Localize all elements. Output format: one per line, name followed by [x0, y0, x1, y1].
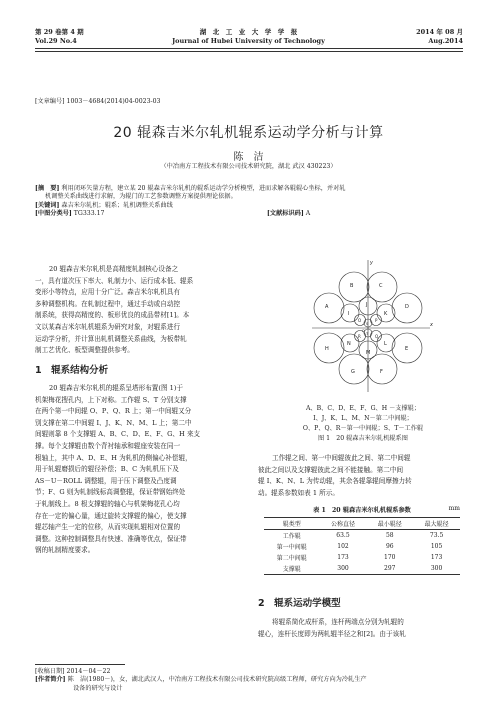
section2-body: 将辊系简化成杆系，连杆两端点分别为轧辊的 辊心，连杆长度即为两轧辊半径之和[2]。由于该轧 — [258, 618, 406, 638]
author-bio-label: [作者简介] — [35, 676, 66, 684]
section1-body: 20 辊森吉米尔轧机的辊系呈塔形布置(图 1)于 机架梅花搜孔内，上下对称。工作辊 S、T 分别支撑 在两个第一中间辊 O、P、Q、R 上；第一中间辊又分 别支撑在第二中间辊 I、J、K、N、M、L 上；第二中 间辊则靠 8 个支撑辊 A、B、C、D、E、F、G、H 来支 撑。每个支撑辊由数个背衬轴承和辊座安装在同一 根轴上，其中 A、D、E、H 为轧机的侧偏心补偿辊， 用于轧辊磨损后的辊径补偿；B、C 为轧机压下及 AS－U－ROLL 调整辊，用于压下调整及凸度调 节；F、G 则为轧制线标高调整辊，保证带钢始终处 于轧制线上。8 根支撑辊的轴心与机架梅花孔心均 存在一定的偏心量，通过旋转支撑辊的偏心，使支撑 辊芯轴产生一定的位移，从而实现轧辊相对位置的 调整。这种控制调整具有快速、准确等优点，保证带 钢的轧制精度要求。 — [35, 384, 201, 555]
roll-I — [341, 304, 362, 323]
figure1-legend — [258, 404, 468, 444]
label-L: L — [384, 341, 387, 347]
label-G: G — [351, 369, 355, 375]
volume-en: Vol.29 No.4 — [35, 37, 77, 45]
abstract — [35, 185, 465, 219]
figure1-legend-2: I、J、K、L、M、N－第二中间辊； — [313, 415, 413, 422]
label-E: E — [405, 346, 409, 352]
section2-title: 2 辊系运动学模型 — [258, 598, 341, 609]
received-date: [收稿日期] 2014－04－22 — [35, 668, 111, 675]
label-A: A — [325, 304, 329, 310]
paper-title: 20 辊森吉米尔轧机辊系运动学分析与计算 — [113, 125, 384, 141]
table-row: 第一中间辊 102 96 105 — [276, 543, 443, 551]
article-id: [文章编号] 1003－4684(2014)04-0023-03 — [35, 98, 161, 105]
clc-text: TG333.17 — [73, 210, 105, 218]
journal-cn: 湖 北 工 业 大 学 学 报 — [199, 28, 298, 36]
table-row: 支撑辊 300 297 300 — [264, 563, 460, 575]
abstract-line2: 机调整关系曲线进行求解，为辊门的工艺参数调整方案提供理论依据。 — [45, 193, 237, 201]
label-N: N — [347, 341, 351, 347]
author: 陈 洁 — [233, 152, 264, 163]
label-H: H — [325, 346, 329, 352]
label-P: P — [375, 318, 378, 323]
axis-x-label: x — [430, 322, 433, 328]
figure1-legend-3: O、P、Q、R－第一中间辊；S、T－工作辊 — [302, 425, 424, 432]
table-header-row: 辊类型 公称直径 最小辊径 最大辊径 — [264, 518, 460, 530]
clc-label: [中图分类号] — [35, 210, 72, 218]
journal-en: Journal of Hubei University of Technology — [172, 37, 325, 45]
header-rule — [35, 48, 463, 49]
header-rule-thin — [35, 51, 463, 52]
author-bio: 陈 洁(1980－)，女，湖北武汉人，中冶南方工程技术有限公司技术研究院高级工程师，研究方向为冷轧生产 — [67, 676, 367, 684]
table-row: 工作辊 63.5 58 73.5 — [282, 532, 444, 540]
label-T: T — [366, 332, 369, 336]
abstract-line1: 利用闭环矢量方程，建立某 20 辊森吉米尔轧机的辊系运动学分析模型，进而求解各辊辊心坐标，并对轧 — [61, 185, 346, 192]
footnote — [35, 668, 467, 693]
table1 — [264, 517, 460, 575]
figure1-caption: 图 1 20 辊森吉米尔轧机辊系图 — [318, 435, 408, 442]
doc-code-text: A — [305, 210, 311, 218]
label-J: J — [366, 302, 368, 308]
section1-title: 1 辊系结构分析 — [35, 365, 109, 376]
keywords-text: 森吉米尔轧机；辊系；轧机调整关系曲线 — [61, 201, 173, 209]
volume-cn: 第 29 卷第 4 期 — [35, 28, 84, 36]
roll-cluster-figure — [298, 256, 438, 396]
label-M: M — [366, 350, 371, 356]
author-bio-2: 设备的研究与设计 — [73, 684, 123, 692]
affiliation: （中冶南方工程技术有限公司技术研究院，湖北 武汉 430223） — [160, 163, 337, 170]
doc-code-label: [文献标识码] — [267, 210, 304, 218]
figure1-legend-1: A、B、C、D、E、F、G、H －支撑辊； — [305, 405, 421, 412]
label-F: F — [380, 369, 383, 375]
right-paragraph: 工作辊之间、第一中间辊彼此之间、第二中间辊 彼此之间以及支撑辊彼此之间不能接触。第二中间 辊 I、K、N、L 为传动辊，其余各辊靠辊间摩擦力转 动。辊系参数如表 1 所示。 — [258, 454, 412, 497]
label-O: O — [358, 318, 362, 323]
roll-H — [314, 333, 344, 363]
label-B: B — [350, 283, 354, 289]
table1-block — [258, 505, 466, 575]
keywords-label: [关键词] — [35, 201, 60, 209]
label-I: I — [348, 311, 350, 317]
footnote-rule — [35, 664, 125, 665]
axis-y-label: y — [370, 260, 373, 266]
date-cn: 2014 年 08 月 — [416, 28, 463, 36]
roll-A — [314, 293, 344, 323]
abstract-label: [摘 要] — [35, 185, 60, 192]
label-S: S — [366, 322, 369, 326]
table1-unit: mm — [448, 505, 460, 512]
date-en: Aug.2014 — [428, 37, 463, 45]
label-Q: Q — [375, 334, 379, 339]
label-D: D — [405, 304, 409, 310]
origin-label: O — [362, 329, 365, 333]
label-C: C — [379, 283, 383, 289]
label-K: K — [384, 311, 388, 317]
intro-paragraph: 20 辊森吉米尔轧机是高精度轧制核心设备之 一，具有道次压下率大、轧制力小、运行成本低、辊系 变形小等特点，应用十分广泛。森吉米尔轧机具有 多种调整机构。在轧制过程中，通过手动或自动控 制系统，获得高精度的、板形优良的成品带材[1]。本 文以某森吉米尔轧机辊系为研究对象，对辊系进行 运动学分析，并计算出轧机调整关系曲线，为板带轧 制工艺优化、板型调整提供参考。 — [35, 265, 194, 355]
label-R: R — [358, 334, 361, 339]
table1-caption: 表 1 20 辊森吉米尔轧机辊系参数 — [313, 507, 411, 514]
table-row: 第二中间辊 173 170 173 — [276, 554, 443, 562]
